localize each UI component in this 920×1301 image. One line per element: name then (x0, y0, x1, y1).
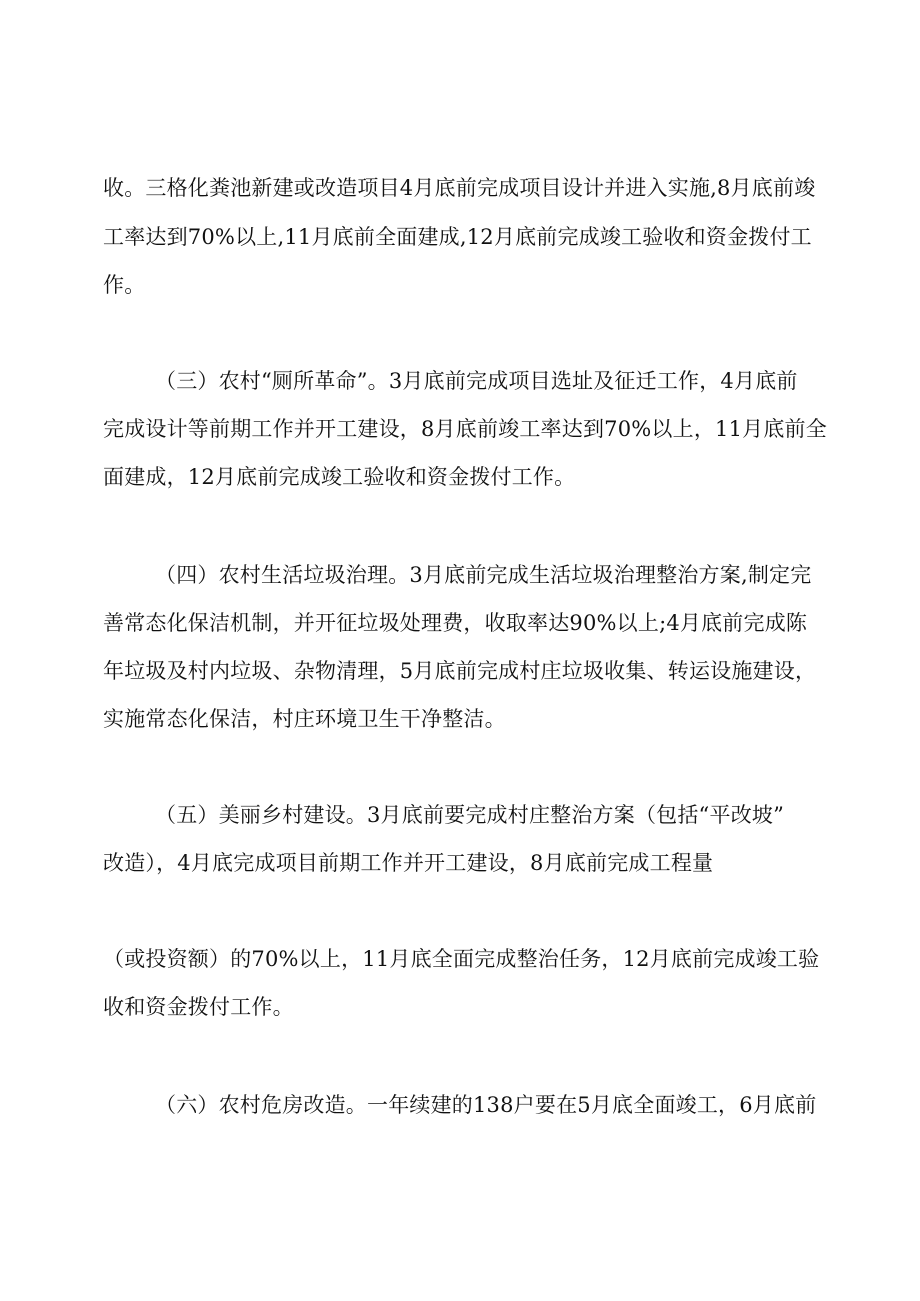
text-line: 工率达到70%以上,11月底前全面建成,12月底前完成竣工验收和资金拨付工 (103, 225, 812, 249)
text-line: 收和资金拨付工作。 (103, 995, 294, 1019)
section-heading-4: （四）农村生活垃圾治理。3月底前完成生活垃圾治理整治方案,制定完 (155, 563, 812, 587)
text-line: 作。 (103, 273, 146, 297)
section-heading-3: （三）农村“厕所革命”。3月底前完成项目选址及征迁工作，4月底前 (155, 369, 798, 393)
text-line: 收。三格化粪池新建或改造项目4月底前完成项目设计并进入实施,8月底前竣 (103, 176, 816, 200)
text-line: 实施常态化保洁，村庄环境卫生干净整洁。 (103, 707, 506, 731)
text-line: 完成设计等前期工作并开工建设，8月底前竣工率达到70%以上，11月底前全 (103, 417, 827, 441)
section-heading-5: （五）美丽乡村建设。3月底前要完成村庄整治方案（包括“平改坡” (155, 803, 785, 827)
section-heading-6: （六）农村危房改造。一年续建的138户要在5月底全面竣工，6月底前 (155, 1093, 817, 1117)
text-line: 年垃圾及村内垃圾、杂物清理，5月底前完成村庄垃圾收集、转运设施建设， (103, 659, 817, 683)
text-line: 面建成，12月底前完成竣工验收和资金拨付工作。 (103, 465, 576, 489)
text-line: 改造），4月底完成项目前期工作并开工建设，8月底前完成工程量 (103, 851, 714, 875)
text-line: 善常态化保洁机制，并开征垃圾处理费，收取率达90%以上;4月底前完成陈 (103, 611, 808, 635)
text-line: （或投资额）的70%以上，11月底全面完成整治任务，12月底前完成竣工验 (103, 947, 820, 971)
